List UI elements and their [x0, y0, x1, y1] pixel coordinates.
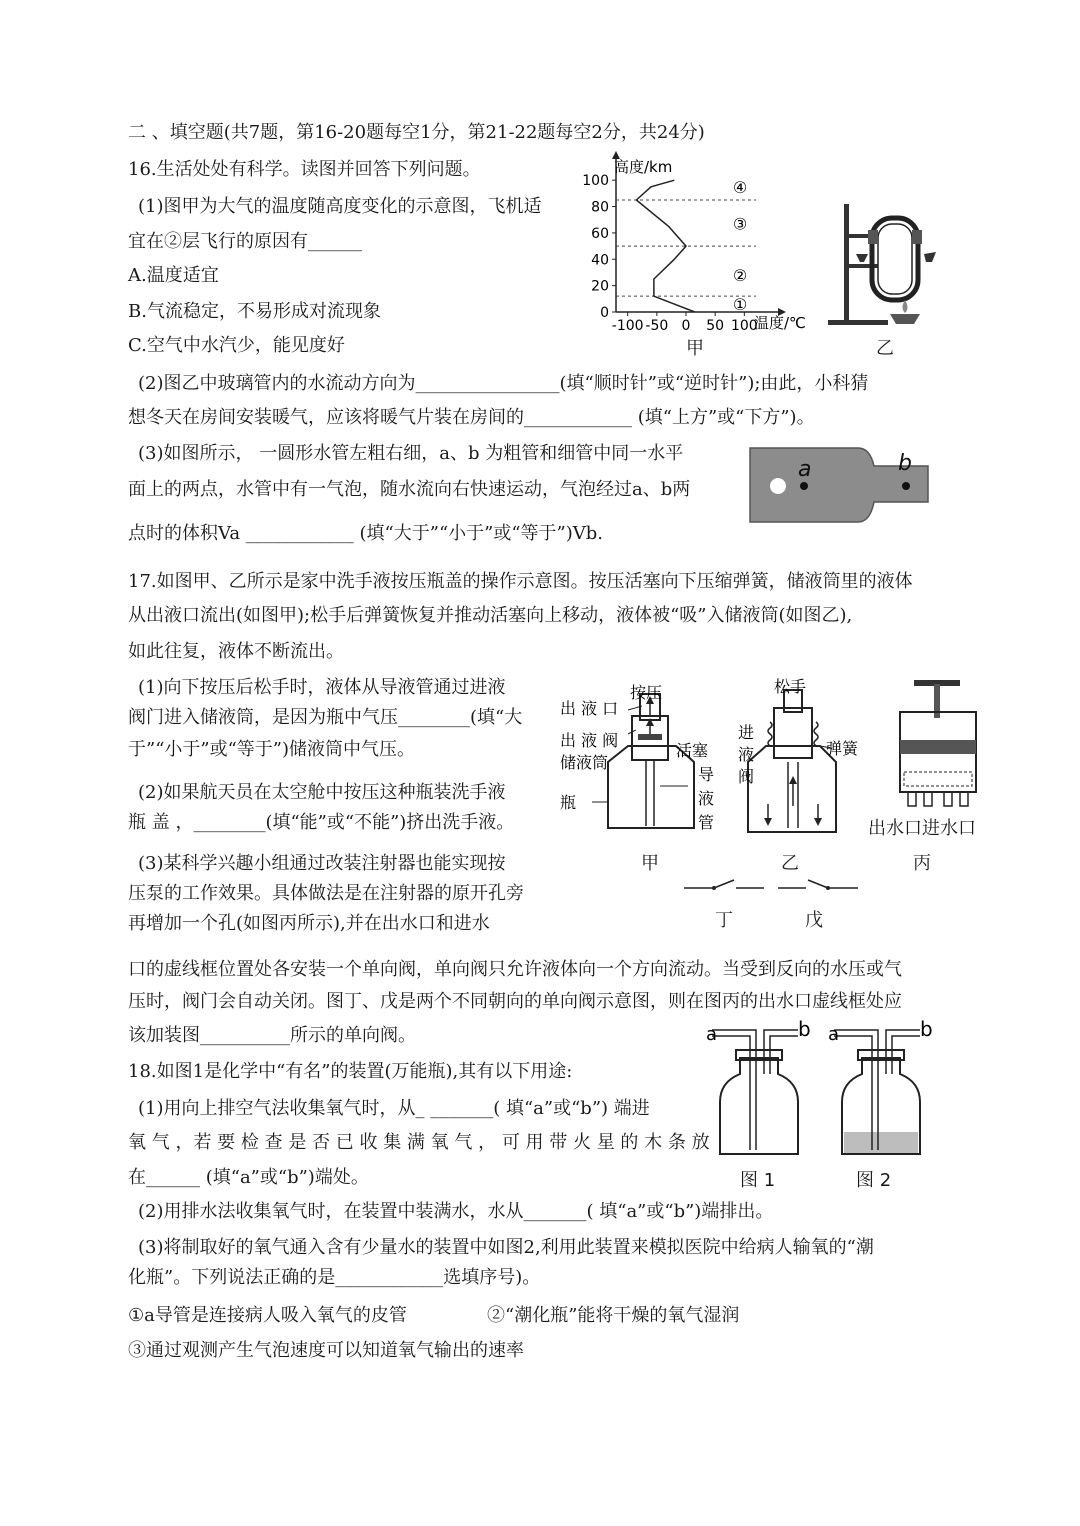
label-chuyetong: 储液筒: [560, 753, 609, 772]
pump-label-bing: 丙: [913, 853, 931, 874]
fig1-caption: 图 1: [740, 1170, 776, 1191]
q16-p2-line1: (2)图乙中玻璃管内的水流动方向为________________(填“顺时针”或“逆时针”);由此，小科猜: [138, 373, 869, 394]
chart-layer-label: ①: [732, 295, 748, 315]
chart-x-tick-label: -100: [611, 318, 644, 334]
q17-stem-line1: 17.如图甲、乙所示是家中洗手液按压瓶盖的操作示意图。按压活塞向下压缩弹簧，储液筒里的液体: [128, 571, 913, 592]
pump-label-jia: 甲: [641, 853, 659, 874]
q16-option-b: B.气流稳定，不易形成对流现象: [128, 301, 381, 322]
section-title: 二 、填空题(共7题，第16-20题每空1分，第21-22题每空2分，共24分): [128, 122, 705, 143]
label-fa: 阀: [738, 767, 755, 786]
q16-p2-line2: 想冬天在房间安装暖气，应该将暖气片装在房间的____________ (填“上方”或“下方”)。: [128, 407, 815, 428]
label-chushuikou: 出水口: [868, 818, 922, 839]
label-jinshuikou: 进水口: [922, 818, 976, 839]
chart-x-tick-label: -50: [645, 318, 669, 334]
q17-p1-line1: (1)向下按压后松手时，液体从导液管通过进液: [138, 677, 506, 698]
valve-ding: [684, 876, 764, 896]
label-ye: 液: [698, 789, 715, 808]
label-dao: 导: [698, 765, 715, 784]
chart-y-tick-label: 20: [591, 278, 609, 295]
pipe-figure: [746, 446, 936, 526]
label-ping: 瓶: [560, 793, 577, 812]
q16-p1-line1: (1)图甲为大气的温度随高度变化的示意图，飞机适: [138, 196, 542, 217]
q18-option-1: ①a导管是连接病人吸入氧气的皮管: [128, 1305, 407, 1326]
label-jin: 进: [738, 723, 755, 742]
atmosphere-chart-svg: [578, 150, 808, 340]
pipe-label-a: a: [798, 457, 812, 482]
chart-y-tick-label: 100: [582, 173, 609, 190]
chart-y-tick-label: 40: [591, 252, 609, 269]
q18-option-2: ②“潮化瓶”能将干燥的氧气湿润: [487, 1305, 740, 1326]
q16-option-c: C.空气中水汽少，能见度好: [128, 335, 345, 356]
label-guan: 管: [698, 813, 715, 832]
valve-label-ding: 丁: [715, 910, 733, 931]
q17-p3-line3: 再增加一个孔(如图丙所示),并在出水口和进水: [128, 913, 490, 934]
chart-y-tick-label: 80: [591, 199, 609, 216]
label-tanhuang: 弹簧: [826, 739, 859, 758]
q17-p3-line4: 口的虚线框位置处各安装一个单向阀，单向阀只允许液体向一个方向流动。当受到反向的水压或气: [128, 959, 902, 980]
chart-layer-label: ②: [732, 266, 748, 286]
q16-option-a: A.温度适宜: [128, 265, 219, 286]
gas-bottle-figure-1: [706, 1018, 816, 1160]
fig2-label-b: b: [920, 1018, 933, 1041]
q17-p3-line5: 压时，阀门会自动关闭。图丁、戊是两个不同朝向的单向阀示意图，则在图丙的出水口虚线框处应: [128, 991, 902, 1012]
q17-p3-line6: 该加装图__________所示的单向阀。: [128, 1025, 416, 1046]
convection-apparatus: [826, 196, 946, 331]
q18-stem: 18.如图1是化学中“有名”的装置(万能瓶),其有以下用途:: [128, 1061, 573, 1082]
label-anya: 按压: [630, 683, 663, 702]
q18-p1-line2: 氧 气 ，若 要 检 查 是 否 已 收 集 满 氧 气 ， 可 用 带 火 星 的 木 条 放: [128, 1132, 710, 1153]
label-huosai: 活塞: [676, 741, 709, 760]
chart-x-tick-label: 50: [706, 318, 725, 334]
q18-p3-line1: (3)将制取好的氧气通入含有少量水的装置中如图2,利用此装置来模拟医院中给病人输氧的“潮: [138, 1237, 874, 1258]
fig2-label-a: a: [828, 1024, 840, 1045]
pump-label-yi: 乙: [781, 853, 799, 874]
valve-label-wu: 戊: [805, 910, 823, 931]
pipe-label-b: b: [898, 451, 912, 476]
atmosphere-chart: [578, 150, 808, 340]
chart-xlabel: 温度/℃: [754, 314, 806, 332]
pump-figure-yi: [736, 676, 866, 841]
q16-p3-line2: 面上的两点，水管中有一气泡，随水流向右快速运动，气泡经过a、b两: [128, 479, 691, 500]
q17-p2-line1: (2)如果航天员在太空舱中按压这种瓶装洗手液: [138, 782, 506, 803]
q16-stem: 16.生活处处有科学。读图并回答下列问题。: [128, 159, 481, 180]
figure-yi-label: 乙: [876, 338, 894, 359]
chart-ylabel: 高度/km: [614, 158, 673, 176]
figure-jia-label: 甲: [686, 338, 704, 359]
q17-p3-line2: 压泵的工作效果。具体做法是在注射器的原开孔旁: [128, 883, 524, 904]
chart-layer-label: ④: [732, 177, 748, 197]
fig2-caption: 图 2: [856, 1170, 892, 1191]
q18-p1-line1: (1)用向上排空气法收集氧气时，从_ _______( 填“a”或“b”) 端进: [138, 1098, 650, 1119]
chart-y-tick-label: 60: [591, 225, 609, 242]
q18-p2: (2)用排水法收集氧气时，在装置中装满水，水从_______( 填“a”或“b”)端排出。: [138, 1201, 774, 1222]
q17-stem-line3: 如此往复，液体不断流出。: [128, 641, 344, 662]
q17-p1-line3: 于”“小于”或“等于”)储液筒中气压。: [128, 739, 416, 760]
q18-option-3: ③通过观测产生气泡速度可以知道氧气输出的速率: [128, 1340, 524, 1361]
label-chuyekou: 出 液 口: [560, 699, 619, 718]
q17-p1-line2: 阀门进入储液筒，是因为瓶中气压________(填“大: [128, 707, 523, 728]
label-chuyefa: 出 液 阀: [560, 731, 619, 750]
q17-stem-line2: 从出液口流出(如图甲);松手后弹簧恢复并推动活塞向上移动，液体被“吸”入储液筒(如图乙),: [128, 605, 853, 626]
chart-x-tick-label: 100: [730, 318, 758, 334]
label-ye2: 液: [738, 745, 755, 764]
chart-y-tick-label: 0: [600, 305, 609, 321]
q18-p1-line3: 在______ (填“a”或“b”)端处。: [128, 1167, 369, 1188]
q16-p3-line3: 点时的体积Va ____________ (填“大于”“小于”或“等于”)Vb.: [128, 523, 604, 544]
q18-p3-line2: 化瓶”。下列说法正确的是____________选填序号)。: [128, 1267, 541, 1288]
q17-p2-line2: 瓶 盖 ，________(填“能”或“不能”)挤出洗手液。: [128, 812, 515, 833]
fig1-label-b: b: [798, 1018, 811, 1041]
gas-bottle-figure-2: [828, 1018, 938, 1160]
fig1-label-a: a: [706, 1024, 718, 1045]
chart-x-tick-label: 0: [681, 318, 691, 334]
chart-layer-label: ③: [732, 214, 748, 234]
syringe-figure-bing: [888, 676, 988, 816]
label-songshou: 松手: [774, 677, 807, 696]
q16-p3-line1: (3)如图所示， 一圆形水管左粗右细，a、b 为粗管和细管中同一水平: [138, 443, 684, 464]
valve-wu: [778, 876, 858, 896]
pump-figure-jia: [556, 676, 746, 841]
q16-p1-line2: 宜在②层飞行的原因有______: [128, 231, 362, 252]
q17-p3-line1: (3)某科学兴趣小组通过改装注射器也能实现按: [138, 853, 506, 874]
